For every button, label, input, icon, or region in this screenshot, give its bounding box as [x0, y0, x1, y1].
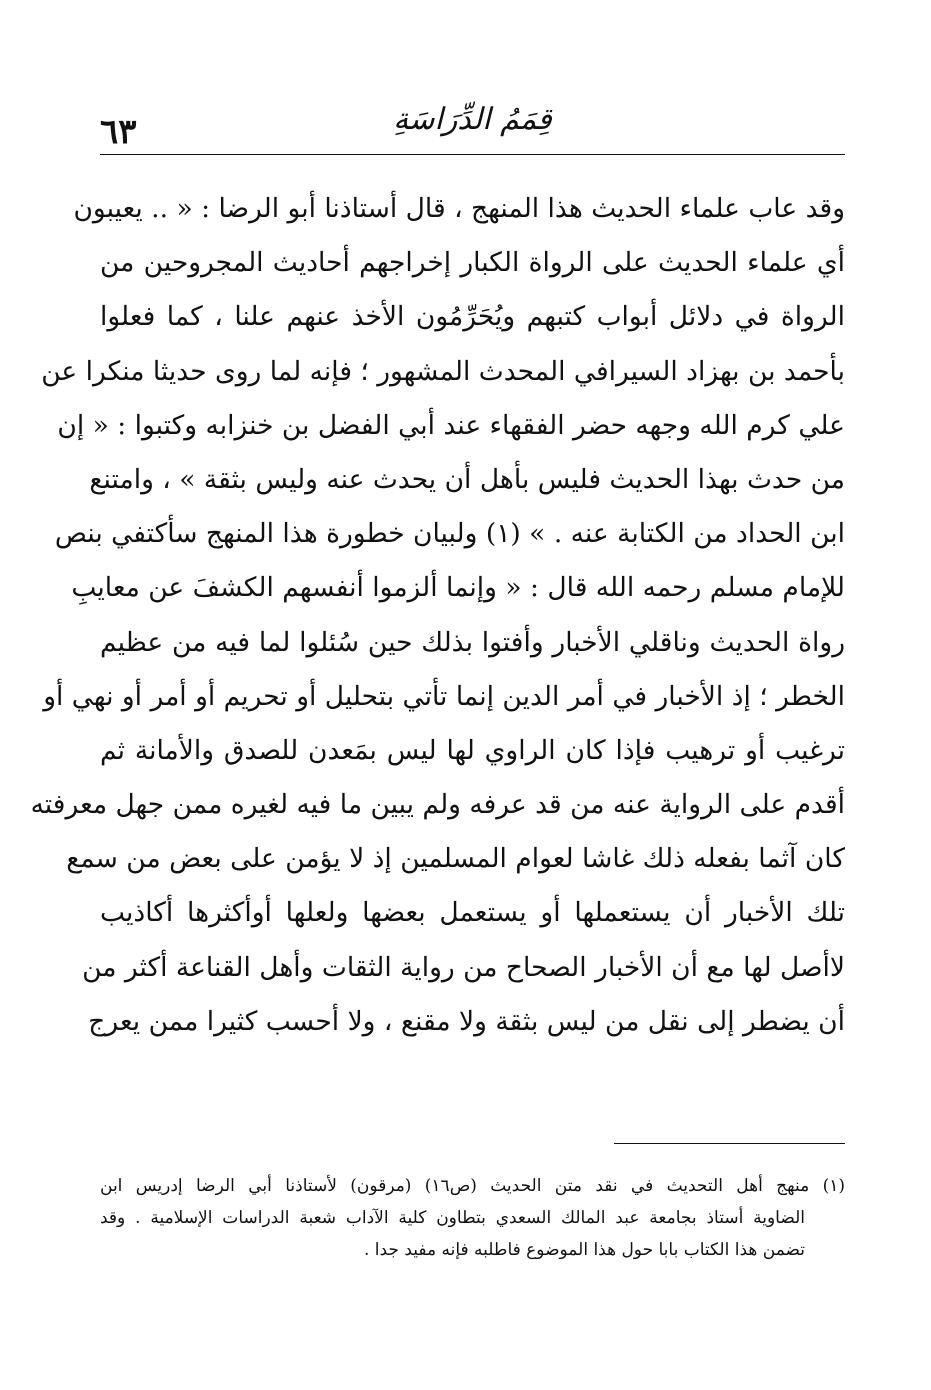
body-text — [30, 182, 845, 1049]
text-line: للإمام مسلم رحمه الله قال : « وإنما ألزموا أنفسهم الكشفَ عن معايبِ — [71, 572, 845, 604]
header-divider — [100, 154, 845, 155]
text-line: أقدم على الرواية عنه من قد عرفه ولم يبين ما فيه لغيره ممن جهل معرفته — [30, 789, 845, 821]
text-line: رواة الحديث وناقلي الأخبار وأفتوا بذلك حين سُئلوا لما فيه من عظيم — [100, 626, 845, 658]
text-line: من حدث بهذا الحديث فليس بأهل أن يحدث عنه وليس بثقة » ، وامتنع — [89, 463, 845, 495]
footnote-line: (١) منهج أهل التحديث في نقد متن الحديث (ص١٦) (مرقون) لأستاذنا أبي الرضا إدريس ابن — [100, 1176, 845, 1196]
text-line: بأحمد بن بهزاد السيرافي المحدث المشهور ؛ فإنه لما روى حديثا منكرا عن — [41, 355, 845, 387]
running-title: قِمَمُ الدِّرَاسَةِ — [393, 102, 552, 137]
footnote-line: الضاوية أستاذ بجامعة عبد المالك السعدي بتطاون كلية الآداب شعبة الدراسات الإسلامية . وقد — [100, 1208, 805, 1228]
text-line: أن يضطر إلى نقل من ليس بثقة ولا مقنع ، ولا أحسب كثيرا ممن يعرج — [88, 1005, 845, 1037]
text-line: تلك الأخبار أن يستعملها أو يستعمل بعضها ولعلها أوأكثرها أكاذيب — [100, 897, 845, 929]
text-line: الخطر ؛ إذ الأخبار في أمر الدين إنما تأتي بتحليل أو تحريم أو أمر أو نهي أو — [43, 680, 845, 712]
text-line: علي كرم الله وجهه حضر الفقهاء عند أبي الفضل بن خنزابه وكتبوا : « إن — [57, 409, 845, 441]
text-line: ابن الحداد من الكتابة عنه . » (١) ولبيان خطورة هذا المنهج سأكتفي بنص — [54, 518, 845, 550]
text-line: كان آثما بفعله ذلك غاشا لعوام المسلمين إذ لا يؤمن على بعض من سمع — [66, 843, 845, 875]
text-line: أي علماء الحديث على الرواة الكبار إخراجهم أحاديث المجروحين من — [100, 247, 845, 279]
text-line: وقد عاب علماء الحديث هذا المنهج ، قال أستاذنا أبو الرضا : « .. يعيبون — [73, 193, 845, 224]
footnotes — [100, 1170, 845, 1266]
footnote-line: تضمن هذا الكتاب بابا حول هذا الموضوع فاطلبه فإنه مفيد جدا . — [363, 1240, 805, 1260]
text-line: لاأصل لها مع أن الأخبار الصحاح من رواية الثقات وأهل القناعة أكثر من — [82, 951, 845, 983]
text-line: ترغيب أو ترهيب فإذا كان الراوي لها ليس بمَعدن للصدق والأمانة ثم — [100, 734, 845, 766]
page-header — [100, 98, 845, 154]
text-line: الرواة في دلائل أبواب كتبهم ويُحَرِّمُون الأخذ عنهم علنا ، كما فعلوا — [100, 301, 845, 333]
page-number: ٦٣ — [100, 112, 137, 152]
footnote-divider — [614, 1143, 845, 1144]
